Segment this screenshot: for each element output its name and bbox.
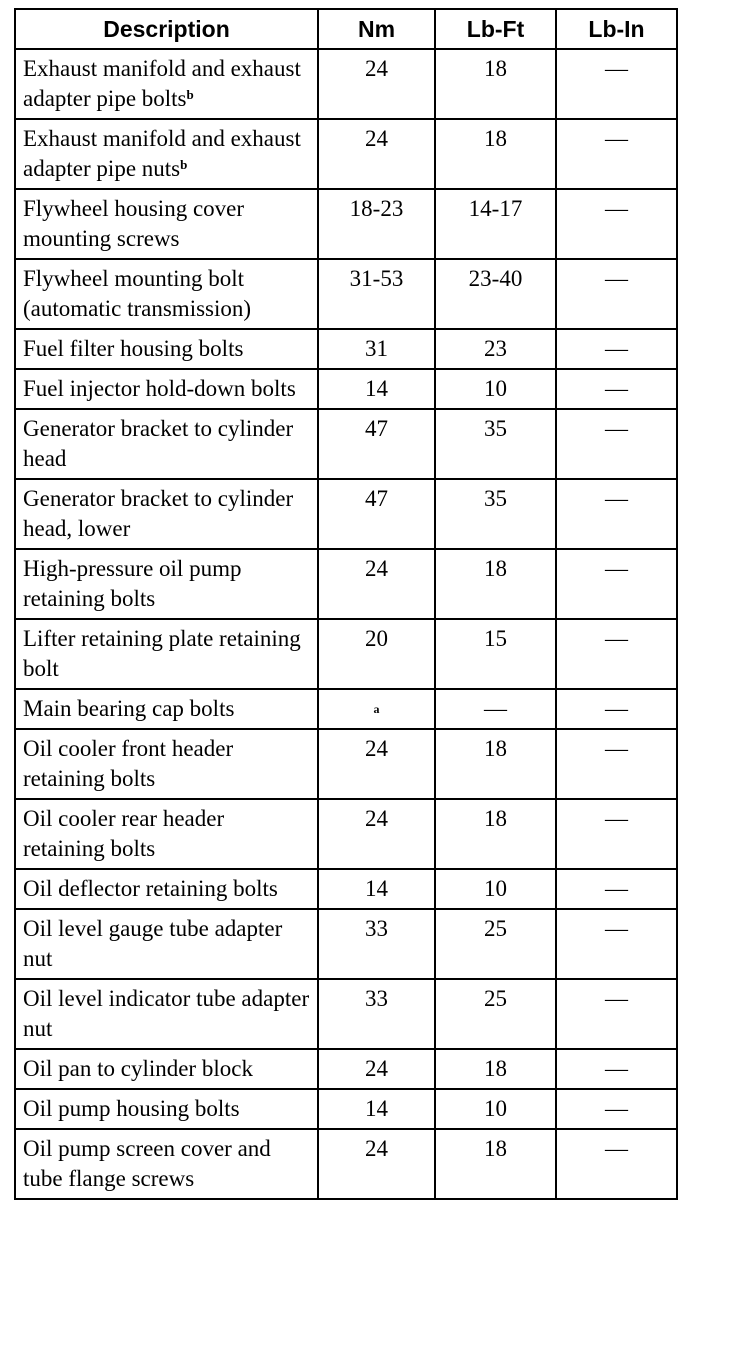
cell-description	[15, 119, 318, 189]
header-lb-ft: Lb-Ft	[435, 9, 556, 49]
cell-lb-ft: 23	[435, 329, 556, 369]
cell-nm: 33	[318, 979, 435, 1049]
cell-lb-in: —	[556, 369, 677, 409]
description-text: Generator bracket to cylinder head, lower	[23, 486, 294, 541]
cell-nm: 33	[318, 909, 435, 979]
cell-description	[15, 549, 318, 619]
header-description: Description	[15, 9, 318, 49]
table-row	[15, 119, 677, 189]
table-row	[15, 329, 677, 369]
cell-description	[15, 689, 318, 729]
cell-description	[15, 729, 318, 799]
cell-lb-ft: 35	[435, 409, 556, 479]
cell-description	[15, 1049, 318, 1089]
cell-lb-in: —	[556, 329, 677, 369]
cell-lb-in: —	[556, 189, 677, 259]
cell-nm: 14	[318, 869, 435, 909]
description-text: Fuel filter housing bolts	[23, 336, 244, 361]
header-nm: Nm	[318, 9, 435, 49]
cell-description	[15, 49, 318, 119]
cell-lb-ft: 14-17	[435, 189, 556, 259]
cell-description	[15, 619, 318, 689]
table-row	[15, 619, 677, 689]
cell-nm: 47	[318, 479, 435, 549]
cell-lb-ft: 18	[435, 1049, 556, 1089]
table-row	[15, 729, 677, 799]
cell-lb-ft: 15	[435, 619, 556, 689]
cell-lb-in: —	[556, 119, 677, 189]
cell-lb-ft: 18	[435, 119, 556, 189]
description-text: Oil pump housing bolts	[23, 1096, 240, 1121]
cell-nm: 24	[318, 549, 435, 619]
cell-lb-in: —	[556, 1089, 677, 1129]
cell-lb-ft: 25	[435, 909, 556, 979]
cell-lb-ft: 18	[435, 729, 556, 799]
cell-lb-in: —	[556, 479, 677, 549]
description-text: Oil pump screen cover and tube flange screws	[23, 1136, 271, 1191]
cell-lb-in: —	[556, 259, 677, 329]
table-row	[15, 1089, 677, 1129]
cell-lb-in: —	[556, 869, 677, 909]
cell-lb-in: —	[556, 729, 677, 799]
description-text: Oil level indicator tube adapter nut	[23, 986, 310, 1041]
cell-lb-in: —	[556, 1049, 677, 1089]
description-text: High-pressure oil pump retaining bolts	[23, 556, 242, 611]
description-text: Oil level gauge tube adapter nut	[23, 916, 283, 971]
cell-nm: 24	[318, 799, 435, 869]
cell-description	[15, 369, 318, 409]
cell-lb-ft: —	[435, 689, 556, 729]
table-row	[15, 479, 677, 549]
header-row	[15, 9, 677, 49]
description-text: Oil cooler front header retaining bolts	[23, 736, 234, 791]
table-row	[15, 869, 677, 909]
cell-lb-in: —	[556, 979, 677, 1049]
description-text: Exhaust manifold and exhaust adapter pipe nuts	[23, 126, 301, 181]
table-row	[15, 409, 677, 479]
cell-description	[15, 869, 318, 909]
cell-description	[15, 189, 318, 259]
cell-lb-in: —	[556, 909, 677, 979]
table-body	[15, 49, 677, 1199]
cell-lb-in: —	[556, 689, 677, 729]
cell-description	[15, 909, 318, 979]
cell-nm: 31	[318, 329, 435, 369]
table-header	[15, 9, 677, 49]
table-row	[15, 549, 677, 619]
cell-description	[15, 329, 318, 369]
cell-lb-in: —	[556, 49, 677, 119]
cell-description	[15, 799, 318, 869]
table-row	[15, 909, 677, 979]
cell-description	[15, 479, 318, 549]
table-row	[15, 1129, 677, 1199]
cell-description	[15, 409, 318, 479]
description-text: Oil pan to cylinder block	[23, 1056, 253, 1081]
table-row	[15, 1049, 677, 1089]
cell-lb-ft: 10	[435, 1089, 556, 1129]
cell-lb-ft: 18	[435, 799, 556, 869]
cell-lb-ft: 25	[435, 979, 556, 1049]
cell-nm: 24	[318, 1049, 435, 1089]
cell-nm: 24	[318, 729, 435, 799]
torque-spec-table	[14, 8, 678, 1200]
table-row	[15, 689, 677, 729]
description-text: Main bearing cap bolts	[23, 696, 235, 721]
cell-lb-in: —	[556, 549, 677, 619]
cell-nm: 31-53	[318, 259, 435, 329]
cell-lb-in: —	[556, 1129, 677, 1199]
description-text: Lifter retaining plate retaining bolt	[23, 626, 301, 681]
cell-lb-ft: 18	[435, 49, 556, 119]
footnote-marker: b	[186, 87, 194, 102]
cell-description	[15, 1129, 318, 1199]
cell-lb-ft: 18	[435, 1129, 556, 1199]
description-text: Flywheel mounting bolt (automatic transmission)	[23, 266, 252, 321]
table-row	[15, 49, 677, 119]
cell-lb-in: —	[556, 799, 677, 869]
cell-description	[15, 259, 318, 329]
cell-nm: 24	[318, 1129, 435, 1199]
cell-lb-ft: 18	[435, 549, 556, 619]
cell-lb-ft: 23-40	[435, 259, 556, 329]
footnote-marker: b	[180, 157, 188, 172]
cell-lb-ft: 10	[435, 869, 556, 909]
description-text: Flywheel housing cover mounting screws	[23, 196, 245, 251]
table-row	[15, 979, 677, 1049]
cell-lb-ft: 10	[435, 369, 556, 409]
cell-lb-in: —	[556, 409, 677, 479]
description-text: Oil cooler rear header retaining bolts	[23, 806, 225, 861]
table-row	[15, 799, 677, 869]
cell-nm: 18-23	[318, 189, 435, 259]
cell-nm: 24	[318, 119, 435, 189]
description-text: Generator bracket to cylinder head	[23, 416, 294, 471]
table-row	[15, 259, 677, 329]
description-text: Exhaust manifold and exhaust adapter pipe bolts	[23, 56, 301, 111]
table-row	[15, 369, 677, 409]
description-text: Fuel injector hold-down bolts	[23, 376, 296, 401]
cell-description	[15, 979, 318, 1049]
cell-description	[15, 1089, 318, 1129]
header-lb-in: Lb-In	[556, 9, 677, 49]
cell-nm: 47	[318, 409, 435, 479]
cell-nm: 20	[318, 619, 435, 689]
cell-nm: a	[318, 689, 435, 729]
cell-lb-in: —	[556, 619, 677, 689]
description-text: Oil deflector retaining bolts	[23, 876, 278, 901]
cell-nm: 24	[318, 49, 435, 119]
table-row	[15, 189, 677, 259]
cell-nm: 14	[318, 1089, 435, 1129]
cell-nm: 14	[318, 369, 435, 409]
cell-lb-ft: 35	[435, 479, 556, 549]
